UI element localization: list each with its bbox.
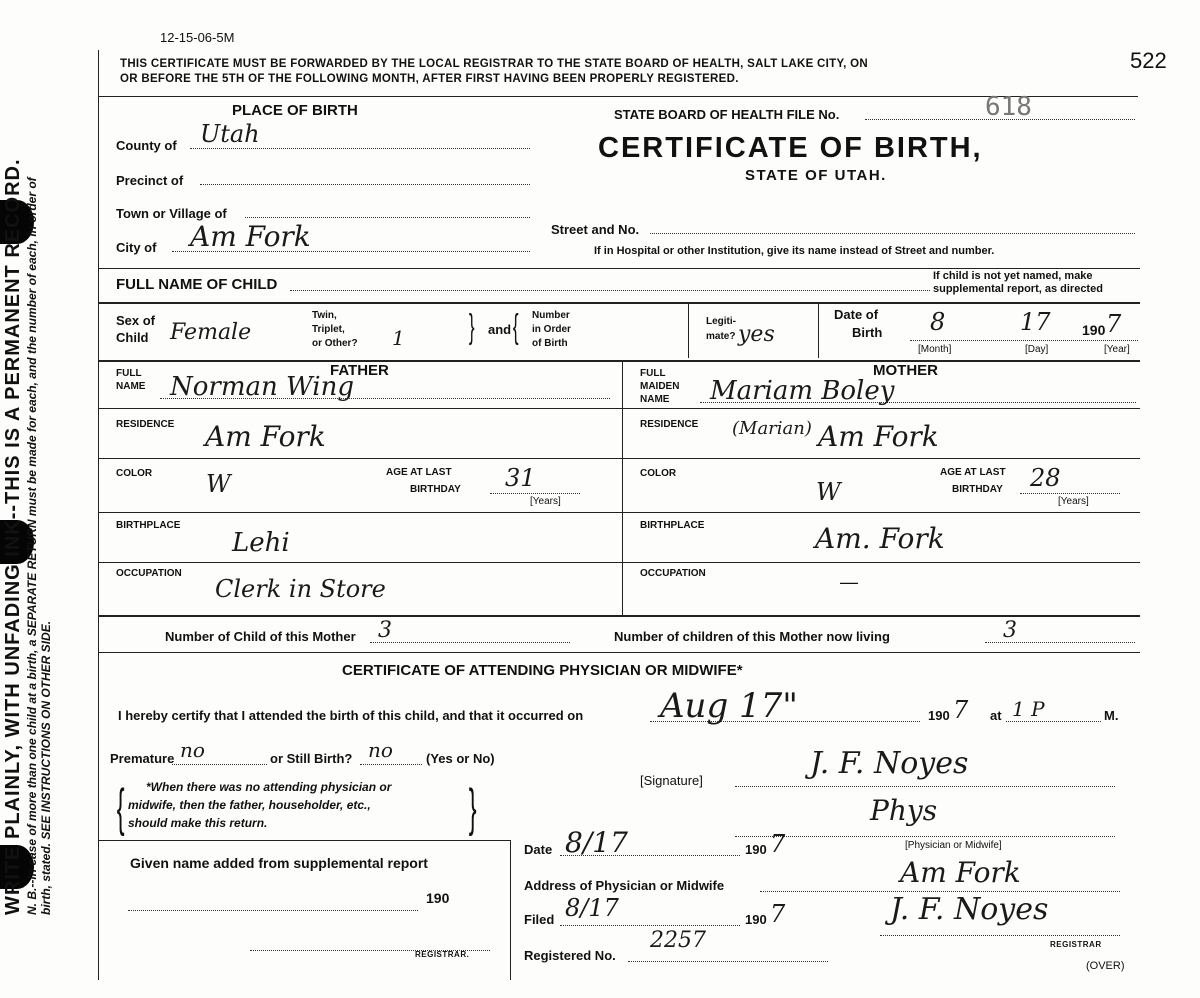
sex-label: Child [116, 330, 149, 345]
premature-label: Premature [110, 751, 175, 766]
over-label: (OVER) [1086, 960, 1125, 972]
twin-label: Triplet, [312, 324, 345, 335]
mother-age-label: AGE AT LAST [940, 467, 1006, 478]
place-of-birth-heading: PLACE OF BIRTH [232, 102, 358, 119]
physician-title: Phys [870, 794, 938, 827]
dob-day: 17 [1020, 308, 1051, 336]
city-label: City of [116, 240, 157, 255]
supplemental-registrar-label: REGISTRAR. [415, 950, 470, 959]
filed-value: 8/17 [565, 894, 619, 922]
twin-value: 1 [392, 326, 405, 350]
father-color-value: W [206, 470, 231, 498]
registrar-label: REGISTRAR [1050, 940, 1102, 949]
certify-text: I hereby certify that I attended the birth of this child, and that it occurred on [118, 708, 584, 723]
no-physician-note: should make this return. [128, 816, 268, 830]
file-number-label: STATE BOARD OF HEALTH FILE No. [614, 107, 840, 122]
mother-name-label: FULL [640, 368, 666, 379]
forwarding-notice: THIS CERTIFICATE MUST BE FORWARDED BY THE LOCAL REGISTRAR TO THE STATE BOARD OF HEALTH, SALT LAKE CITY, ON [120, 58, 868, 70]
father-name-value: Norman Wing [170, 372, 354, 402]
dob-year-suffix: 7 [1106, 310, 1122, 338]
birth-year-suffix: 7 [953, 696, 969, 724]
filed-year-suffix: 7 [770, 900, 786, 928]
twin-label: or Other? [312, 338, 358, 349]
father-heading: FATHER [330, 362, 389, 379]
date-signed-value: 8/17 [565, 826, 628, 859]
date-label: Date [524, 842, 553, 857]
physician-signature: J. F. Noyes [810, 746, 969, 781]
father-occupation-value: Clerk in Store [215, 575, 386, 603]
father-occupation-label: OCCUPATION [116, 568, 182, 579]
precinct-label: Precinct of [116, 173, 184, 188]
registrar-signature: J. F. Noyes [890, 892, 1049, 927]
certificate-subtitle: STATE OF UTAH. [745, 167, 887, 184]
order-label: of Birth [532, 338, 568, 349]
still-birth-value: no [368, 738, 393, 762]
filed-label: Filed [524, 912, 555, 927]
year-label: [Year] [1104, 344, 1130, 355]
father-age-label: AGE AT LAST [386, 467, 452, 478]
father-name-label: FULL [116, 368, 142, 379]
town-label: Town or Village of [116, 206, 227, 221]
hospital-note: If in Hospital or other Institution, give its name instead of Street and number. [594, 245, 995, 257]
dob-label: Date of [834, 307, 879, 322]
father-name-label: NAME [116, 381, 146, 392]
signature-label: [Signature] [640, 773, 703, 788]
mother-name-label: NAME [640, 394, 670, 405]
birth-time-value: 1 P [1012, 697, 1045, 721]
premature-value: no [180, 738, 205, 762]
mother-color-label: COLOR [640, 468, 677, 479]
legitimate-label: Legiti- [706, 316, 736, 327]
attending-heading: CERTIFICATE OF ATTENDING PHYSICIAN OR MIDWIFE* [342, 662, 743, 679]
mother-heading: MOTHER [873, 362, 938, 379]
mother-name-label: MAIDEN [640, 381, 680, 392]
mother-name-value: Mariam Boley [710, 376, 895, 406]
living-children-label: Number of children of this Mother now living [614, 629, 890, 644]
mother-name-note: (Marian) [732, 418, 812, 439]
still-birth-label: or Still Birth? [270, 751, 353, 766]
month-label: [Month] [918, 344, 952, 355]
supplemental-label: Given name added from supplemental report [130, 855, 428, 871]
father-years-label: [Years] [530, 496, 561, 507]
multiple-birth-note: N. B.--In case of more than one child at a birth, a SEPARATE RETURN must be made for each, and the number of each, in order of birth, stated. SEE INSTRUCTIONS ON OTHER SIDE. [25, 177, 53, 915]
child-number-label: Number of Child of this Mother [165, 629, 356, 644]
file-number-stamp: 618 [985, 92, 1032, 122]
physician-midwife-label: [Physician or Midwife] [905, 840, 1002, 851]
mother-residence-label: RESIDENCE [640, 419, 699, 430]
certificate-title: CERTIFICATE OF BIRTH, [598, 132, 983, 164]
street-label: Street and No. [551, 222, 640, 237]
supplemental-year: 190 [426, 890, 450, 906]
registered-label: Registered No. [524, 948, 616, 963]
no-physician-note: midwife, then the father, householder, etc., [128, 798, 371, 812]
dob-label: Birth [852, 325, 883, 340]
legitimate-label: mate? [706, 331, 736, 342]
meridiem-label: M. [1104, 708, 1119, 723]
name-note: supplemental report, as directed [933, 283, 1103, 295]
father-age-label: BIRTHDAY [410, 484, 461, 495]
father-residence-label: RESIDENCE [116, 419, 175, 430]
mother-residence-value: Am Fork [818, 420, 939, 453]
address-value: Am Fork [900, 856, 1021, 889]
sex-label: Sex of [116, 313, 156, 328]
registered-value: 2257 [650, 928, 706, 953]
forwarding-notice: OR BEFORE THE 5TH OF THE FOLLOWING MONTH, AFTER FIRST HAVING BEEN PROPERLY REGISTERED. [120, 73, 739, 85]
city-value: Am Fork [190, 220, 311, 253]
corner-mark: 522 [1130, 48, 1167, 73]
mother-age-label: BIRTHDAY [952, 484, 1003, 495]
order-label: in Order [532, 324, 571, 335]
mother-occupation-value: — [840, 572, 858, 592]
county-label: County of [116, 138, 177, 153]
mother-color-value: W [816, 478, 841, 506]
yes-no-label: (Yes or No) [426, 751, 495, 766]
legitimate-value: yes [738, 322, 775, 347]
father-birthplace-value: Lehi [232, 528, 290, 558]
father-age-value: 31 [505, 464, 536, 492]
date-year-prefix: 190 [745, 842, 767, 857]
side-margin-text [0, 155, 90, 915]
father-color-label: COLOR [116, 468, 153, 479]
date-year-suffix: 7 [770, 830, 786, 858]
dob-month: 8 [930, 308, 946, 336]
child-number-value: 3 [378, 618, 392, 643]
mother-birthplace-value: Am. Fork [815, 522, 945, 555]
birth-date-value: Aug 17" [660, 686, 798, 726]
address-label: Address of Physician or Midwife [524, 878, 725, 893]
child-name-label: FULL NAME OF CHILD [116, 276, 278, 293]
permanent-record-note: WRITE PLAINLY, WITH UNFADING INK--THIS IS A PERMANENT RECORD. [2, 158, 24, 915]
sex-value: Female [170, 320, 252, 345]
form-code: 12-15-06-5M [160, 30, 235, 45]
mother-occupation-label: OCCUPATION [640, 568, 706, 579]
name-note: If child is not yet named, make [933, 270, 1093, 282]
birth-year-prefix: 190 [928, 708, 950, 723]
mother-years-label: [Years] [1058, 496, 1089, 507]
at-label: at [990, 708, 1002, 723]
order-label: Number [532, 310, 570, 321]
day-label: [Day] [1025, 344, 1049, 355]
mother-birthplace-label: BIRTHPLACE [640, 520, 705, 531]
county-value: Utah [200, 120, 260, 148]
father-birthplace-label: BIRTHPLACE [116, 520, 181, 531]
twin-label: Twin, [312, 310, 337, 321]
and-label: and [488, 322, 512, 337]
father-residence-value: Am Fork [205, 420, 326, 453]
mother-age-value: 28 [1030, 464, 1061, 492]
filed-year-prefix: 190 [745, 912, 767, 927]
dob-year-prefix: 190 [1082, 322, 1106, 338]
no-physician-note: *When there was no attending physician or [146, 780, 392, 794]
living-children-value: 3 [1003, 618, 1017, 643]
